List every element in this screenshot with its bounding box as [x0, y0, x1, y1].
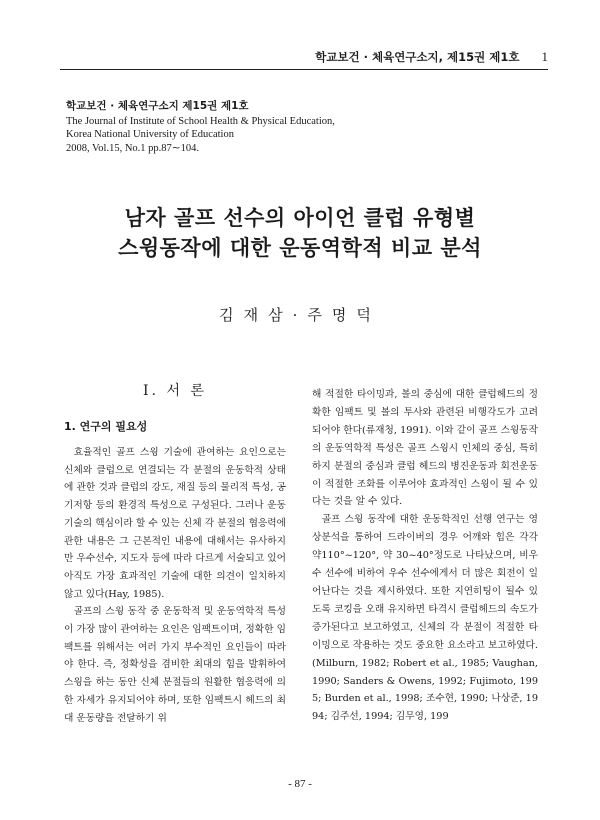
body-paragraph: 골프의 스윙 동작 중 운동학적 및 운동역학적 특성이 가장 많이 관여하는 요인은 임팩트이며, 정확한 임팩트를 위해서는 여러 가지 부수적인 요인들이 따라야 한다. 즉, 정확성을 겸비한 최대의 힘을 발휘하여 스윙을 하는 동안 신체 분절들의 원활한 협응력에 의한 자세가 유지되어야 하며, 또한 임팩트시 헤드의 최대 운동량을 전달하기 위: [64, 606, 286, 724]
body-paragraph: 효율적인 골프 스윙 기술에 관여하는 요인으로는 신체와 클럽으로 연결되는 각 분절의 운동학적 상태에 관한 것과 클럽의 강도, 재질 등의 물리적 특성, 공기저항 등의 환경적 특성으로 구성된다. 그러나 운동기술의 핵심이라 할 수 있는 신체 각 분절의 협응력에 관한 내용은 그 근본적인 내용에 대해서는 유사하지만 우수선수, 지도자 등에 따라 다르게 서술되고 있어 아직도 가장 효과적인 기술에 대한 의견이 일치하지 않고 있다(Hay, 1985).: [64, 447, 286, 600]
page-number-footer: - 87 -: [288, 778, 312, 790]
running-head-page-number: 1: [541, 49, 548, 64]
journal-title-english: The Journal of Institute of School Health & Physical Education,: [66, 115, 335, 127]
body-paragraph: 해 적절한 타이밍과, 볼의 중심에 대한 클럽헤드의 정확한 임팩트 및 볼의 투사와 관련된 비행각도가 고려되어야 한다(류재청, 1991). 이와 같이 골프 스윙동작의 운동역학적 특성은 골프 스윙시 인체의 중심, 특히 하지 분절의 중심과 클럽 헤드의 병진운동과 회전운동이 적절한 조화를 이루어야 효과적인 스윙이 될 수 있다는 것을 알 수 있다.: [312, 389, 538, 508]
journal-citation: 2008, Vol.15, No.1 pp.87∼104.: [66, 142, 199, 154]
journal-institution: Korea National University of Education: [66, 129, 234, 140]
paper-title: [0, 203, 600, 263]
journal-title-korean: 학교보건 · 체육연구소지 제15권 제1호: [66, 100, 249, 112]
paper-authors: 김재삼·주명덕: [219, 306, 381, 324]
paper-title-line-2: 스윙동작에 대한 운동역학적 비교 분석: [118, 235, 482, 260]
subsection-heading: 1. 연구의 필요성: [64, 420, 148, 433]
body-paragraph: 골프 스윙 동작에 대한 운동학적인 선행 연구는 영상분석을 통하여 드라이버의 경우 어깨와 힙은 각각 약110°~120°, 약 30~40°정도로 나타났으며, 비우수 선수에 비하여 우수 선수에게서 더 많은 회전이 일어난다는 것을 제시하였다. 또한 지연히팅이 될수 있도록 코킹을 오래 유지하면 타격시 클럽헤드의 속도가 증가된다고 보고하였고, 신체의 각 분절이 적절한 타이밍으로 작용하는 것도 중요한 요소라고 보고하였다. (Milburn, 1982; Robert et al., 1985; Vaughan, 1990; Sanders & Owens, 1992; Fujimoto, 1995; Burden et al., 1998; 조수현, 1990; 나상준, 1994; 김주선, 1994; 김무영, 199: [312, 514, 538, 723]
left-column: [64, 380, 286, 727]
running-head-journal: 학교보건 · 체육연구소지, 제15권 제1호: [315, 50, 520, 64]
running-head: [315, 49, 548, 65]
section-heading: I. 서 론: [143, 383, 207, 399]
journal-info: [66, 100, 335, 155]
paper-title-line-1: 남자 골프 선수의 아이언 클럽 유형별: [124, 205, 476, 230]
header-rule: [60, 69, 548, 70]
right-column: [312, 386, 538, 726]
